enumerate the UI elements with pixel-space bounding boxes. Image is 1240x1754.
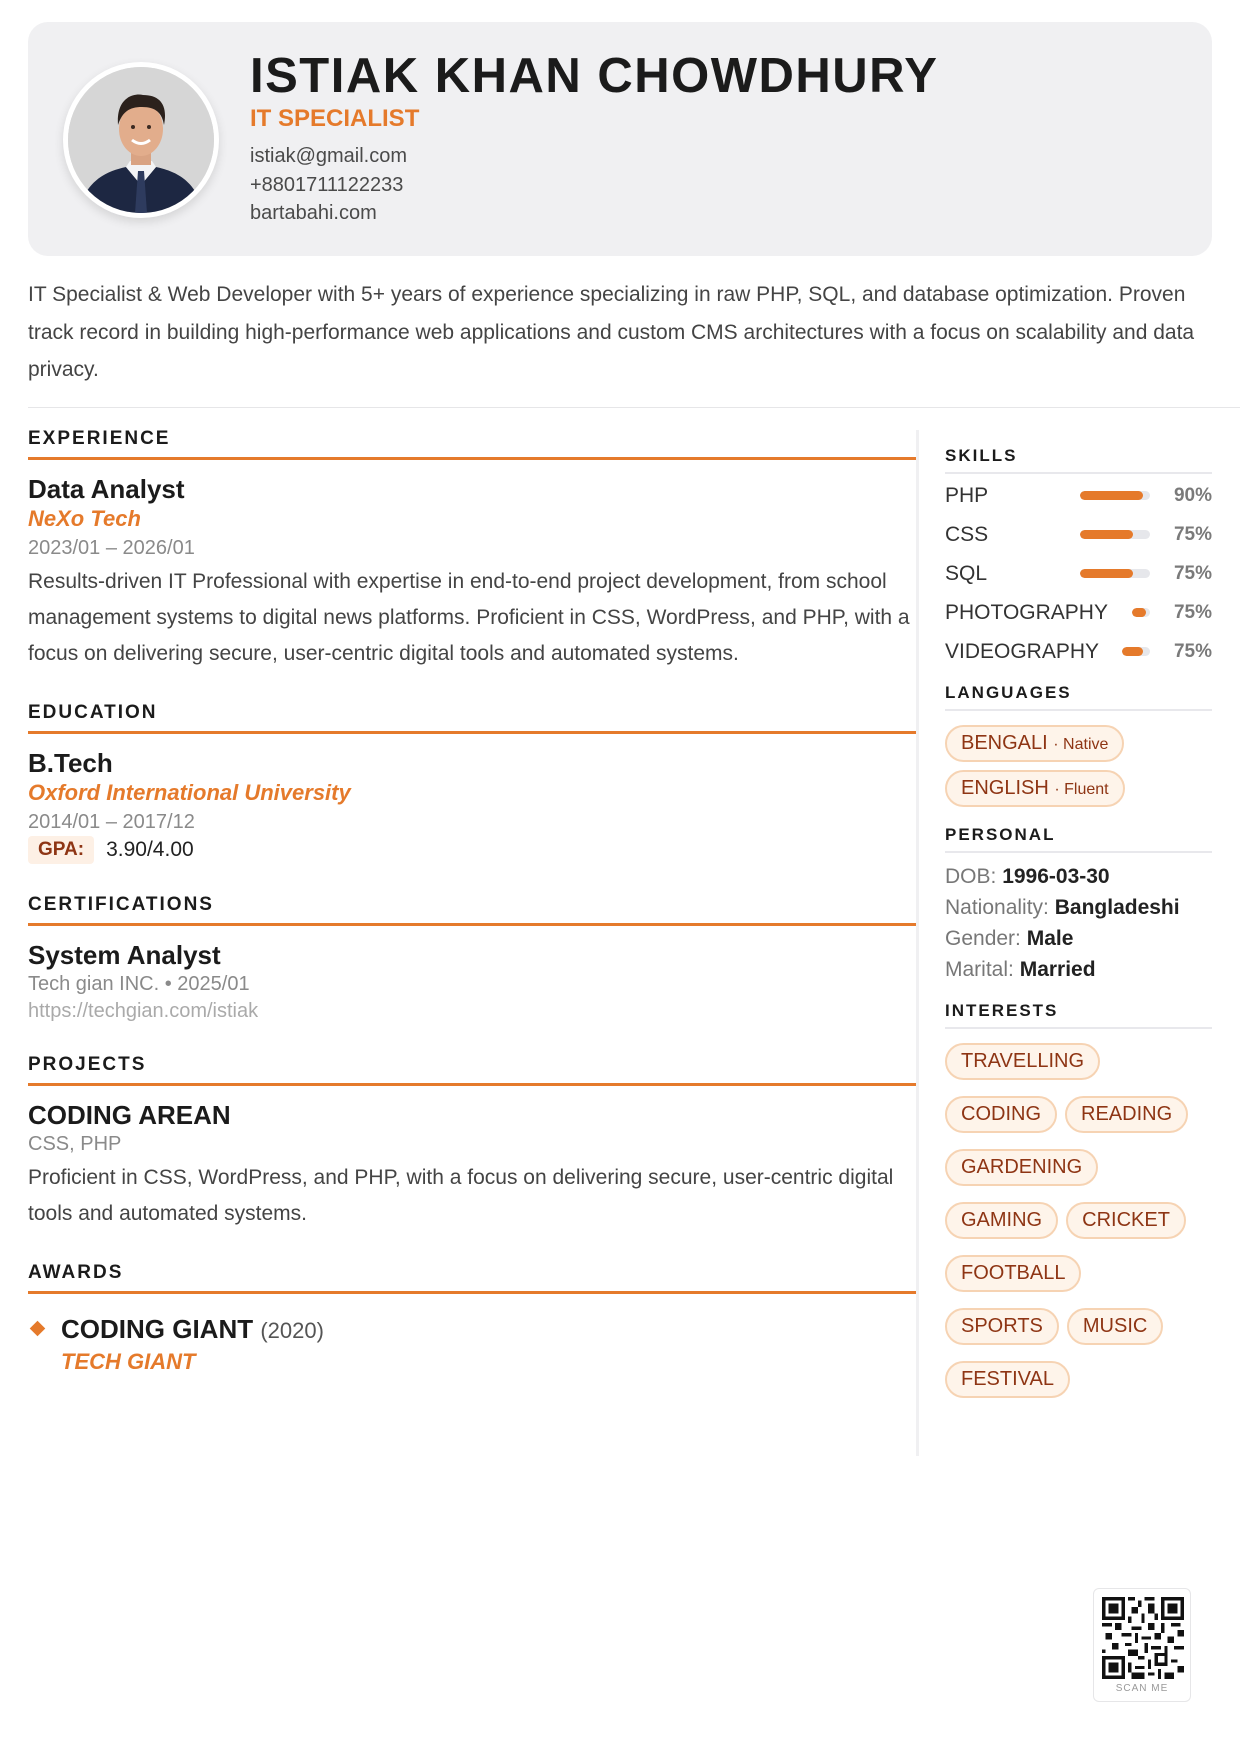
project-title: CODING AREAN	[28, 1100, 231, 1130]
language-list	[945, 725, 1212, 807]
interest-pill: SPORTS	[945, 1308, 1059, 1345]
interest-pill: FESTIVAL	[945, 1361, 1070, 1398]
language-level: · Fluent	[1054, 781, 1109, 798]
project-description: Proficient in CSS, WordPress, and PHP, with a focus on delivering secure, user-centric digital tools and automated systems.	[28, 1166, 894, 1225]
skill-item	[945, 476, 1212, 515]
contact-phone[interactable]: +8801711122233	[250, 173, 404, 196]
award-year: (2020)	[260, 1318, 324, 1343]
interest-pill: GARDENING	[945, 1149, 1098, 1186]
skill-name: CSS	[945, 522, 989, 546]
certification-title: System Analyst	[28, 940, 221, 970]
certifications-section	[28, 894, 916, 1024]
skill-progress-bar	[1080, 530, 1150, 539]
section-heading: EDUCATION	[28, 702, 916, 734]
skill-progress-bar	[1122, 647, 1150, 656]
personal-dob	[945, 861, 1212, 892]
diamond-bullet-icon	[30, 1321, 46, 1337]
avatar	[63, 62, 219, 218]
candidate-name: ISTIAK KHAN CHOWDHURY	[250, 49, 939, 103]
personal-nationality	[945, 892, 1212, 923]
skill-percent: 75%	[1173, 562, 1212, 584]
section-heading: LANGUAGES	[945, 683, 1212, 711]
personal-details	[945, 861, 1212, 985]
education-dates: 2014/01 – 2017/12	[28, 811, 195, 833]
language-name: ENGLISH	[961, 777, 1049, 799]
contact-list	[250, 142, 938, 228]
job-description: Results-driven IT Professional with expertise in end-to-end project development, from school management systems to digital news platforms. Proficient in CSS, WordPress, and PHP, with a focus on delivering secure, user-centric digital tools and automated systems.	[28, 570, 910, 665]
section-heading: SKILLS	[945, 446, 1212, 474]
skill-item	[945, 632, 1212, 671]
section-heading: PROJECTS	[28, 1054, 916, 1086]
interest-pill: TRAVELLING	[945, 1043, 1100, 1080]
skill-percent: 75%	[1173, 640, 1212, 662]
language-pill	[945, 770, 1125, 807]
skill-percent: 75%	[1173, 523, 1212, 545]
field-label: Marital:	[945, 958, 1014, 981]
experience-entry	[28, 474, 916, 672]
language-name: BENGALI	[961, 732, 1048, 754]
field-value: 1996-03-30	[1002, 865, 1110, 888]
skill-percent: 90%	[1173, 484, 1212, 506]
skill-progress-bar	[1080, 491, 1150, 500]
job-title: IT SPECIALIST	[250, 105, 420, 132]
personal-marital	[945, 954, 1212, 985]
award-title: CODING GIANT	[61, 1314, 254, 1344]
award-issuer: TECH GIANT	[61, 1349, 196, 1374]
skill-item	[945, 554, 1212, 593]
qr-code-card[interactable]	[1093, 1588, 1191, 1702]
contact-website[interactable]: bartabahi.com	[250, 202, 377, 224]
skill-item	[945, 515, 1212, 554]
interest-pill: READING	[1065, 1096, 1188, 1133]
degree: B.Tech	[28, 748, 113, 778]
interest-pill: MUSIC	[1067, 1308, 1163, 1345]
person-portrait-icon	[68, 67, 214, 213]
profile-photo	[68, 67, 214, 213]
job-role: Data Analyst	[28, 474, 185, 504]
section-heading: EXPERIENCE	[28, 428, 916, 460]
skills-list	[945, 476, 1212, 671]
education-entry	[28, 748, 916, 864]
project-entry	[28, 1100, 916, 1232]
education-section	[28, 702, 916, 864]
company-name: NeXo Tech	[28, 506, 141, 531]
section-heading: PERSONAL	[945, 825, 1212, 853]
profile-header	[28, 22, 1212, 256]
field-label: DOB:	[945, 865, 997, 888]
sidebar	[945, 446, 1212, 1398]
section-heading: CERTIFICATIONS	[28, 894, 916, 926]
field-label: Gender:	[945, 927, 1021, 950]
skill-item	[945, 593, 1212, 632]
section-heading: INTERESTS	[945, 1001, 1212, 1029]
certification-link[interactable]: https://techgian.com/istiak	[28, 1000, 259, 1022]
field-label: Nationality:	[945, 896, 1049, 919]
school-name: Oxford International University	[28, 780, 351, 805]
column-divider	[916, 430, 919, 1456]
awards-section	[28, 1262, 916, 1378]
qr-code-icon	[1102, 1597, 1184, 1679]
gpa-badge: GPA:	[28, 836, 94, 864]
skill-name: VIDEOGRAPHY	[945, 639, 1100, 663]
field-value: Male	[1026, 927, 1074, 950]
personal-gender	[945, 923, 1212, 954]
field-value: Bangladeshi	[1054, 896, 1180, 919]
interest-pill: FOOTBALL	[945, 1255, 1081, 1292]
skill-percent: 75%	[1173, 601, 1212, 623]
main-column	[28, 428, 916, 1378]
qr-label: SCAN ME	[1115, 1683, 1169, 1694]
skill-name: PHP	[945, 483, 989, 507]
job-dates: 2023/01 – 2026/01	[28, 537, 195, 559]
skill-name: SQL	[945, 561, 988, 585]
award-entry	[28, 1314, 916, 1378]
language-level: · Native	[1053, 736, 1109, 753]
interest-pill: CODING	[945, 1096, 1057, 1133]
skill-name: PHOTOGRAPHY	[945, 600, 1108, 624]
projects-section	[28, 1054, 916, 1232]
gpa-row	[28, 836, 916, 864]
skill-progress-bar	[1080, 569, 1150, 578]
field-value: Married	[1019, 958, 1096, 981]
language-pill	[945, 725, 1124, 762]
project-tech: CSS, PHP	[28, 1133, 122, 1155]
certification-issuer-date: Tech gian INC. • 2025/01	[28, 973, 250, 995]
experience-section	[28, 428, 916, 672]
certification-entry	[28, 940, 916, 1024]
gpa-value: 3.90/4.00	[106, 838, 194, 861]
interest-pill: CRICKET	[1066, 1202, 1186, 1239]
interest-pill: GAMING	[945, 1202, 1058, 1239]
interest-list	[945, 1043, 1212, 1398]
contact-email[interactable]: istiak@gmail.com	[250, 145, 408, 167]
professional-summary: IT Specialist & Web Developer with 5+ years of experience specializing in raw PHP, SQL, and database optimization. Proven track record in building high-performance web applications and custom CMS architectures with a focus on scalability and data privacy.	[28, 283, 1195, 381]
summary-divider	[28, 407, 1240, 408]
section-heading: AWARDS	[28, 1262, 916, 1294]
skill-progress-bar	[1132, 608, 1150, 617]
